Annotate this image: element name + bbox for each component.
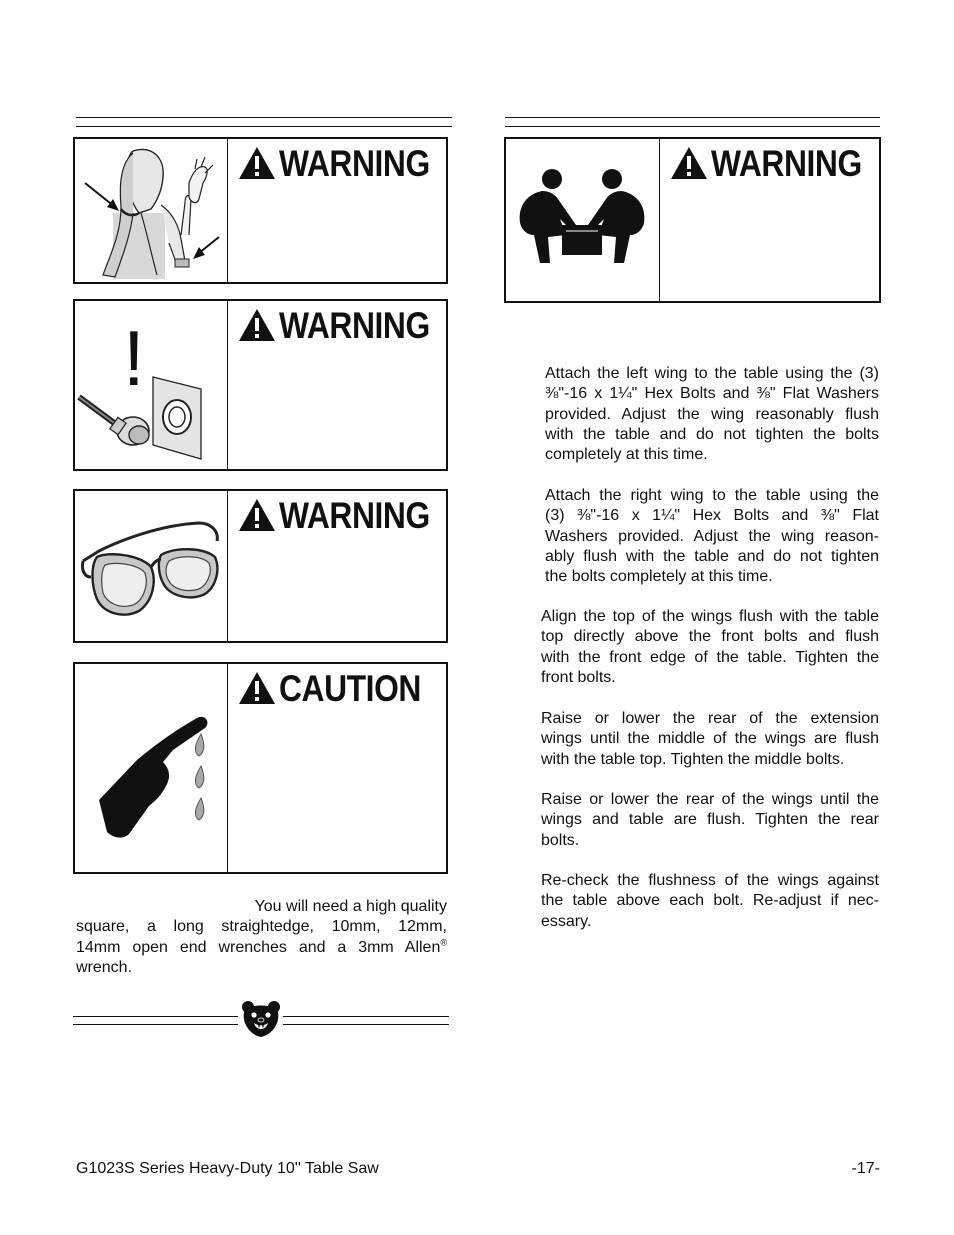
warning-triangle-icon xyxy=(237,497,277,533)
left-top-rule-2 xyxy=(76,126,452,127)
logo-rule-left-1 xyxy=(73,1016,238,1017)
logo-rule-left-2 xyxy=(73,1024,238,1025)
warning-triangle-icon xyxy=(237,307,277,343)
footer-title: G1023S Series Heavy-Duty 10'' Table Saw xyxy=(76,1160,379,1177)
two-person-lift-icon xyxy=(514,165,650,269)
sharp-edge-cut-icon xyxy=(89,710,219,850)
step-paragraph-left-wing: Attach the left wing to the table using the (3) ⅜"-16 x 1¼" Hex Bolts and ⅜" Flat Washers provided. Adjust the wing reasonably flush with the table and do not tighten the bolts completely at this time. xyxy=(545,365,879,464)
step-paragraph-rear-bolts: Raise or lower the rear of the wings until the wings and table are flush. Tighten the rear bolts. xyxy=(541,791,879,849)
warning-box-hair xyxy=(73,137,448,284)
safety-glasses-icon xyxy=(79,521,223,625)
tools-line-3: 14mm open end wrenches and a 3mm Allen® xyxy=(76,937,447,956)
tools-line-1: You will need a high quality xyxy=(254,898,447,915)
step-paragraph-align-front: Align the top of the wings flush with the table top directly above the front bolts and flush with the front edge of the table. Tighten the front bolts. xyxy=(541,608,879,686)
logo-rule-right-2 xyxy=(283,1024,449,1025)
signal-word-text: CAUTION xyxy=(279,667,421,709)
signal-word-warning-1 xyxy=(237,141,454,185)
warning-box-power xyxy=(73,299,448,471)
signal-word-text: WARNING xyxy=(279,304,430,346)
signal-word-text: WARNING xyxy=(711,142,862,184)
step-paragraph-recheck: Re-check the flushness of the wings against the table above each bolt. Re-adjust if nec- essary. xyxy=(541,872,879,930)
hair-and-sleeves-hazard-icon xyxy=(81,143,221,281)
caution-box-cut xyxy=(73,662,448,874)
signal-word-text: WARNING xyxy=(279,494,430,536)
tools-needed-paragraph xyxy=(76,897,447,978)
warning-triangle-icon xyxy=(237,145,277,181)
page-number: -17- xyxy=(851,1160,880,1177)
step-paragraph-right-wing: Attach the right wing to the table using the (3) ⅜"-16 x 1¼" Hex Bolts and ⅜" Flat Washers provided. Adjust the wing reason- ably flush with the table and do not tighten the bolts completely at this time. xyxy=(545,487,879,586)
signal-word-warning-2 xyxy=(237,303,454,347)
logo-rule-right-1 xyxy=(283,1016,449,1017)
signal-word-caution xyxy=(237,666,444,710)
tools-line-2: square, a long straightedge, 10mm, 12mm, xyxy=(76,918,447,936)
bear-head-logo xyxy=(240,999,282,1039)
signal-word-warning-3 xyxy=(237,493,454,537)
right-top-rule-2 xyxy=(505,126,880,127)
warning-box-heavy-lift xyxy=(504,137,881,303)
svg-text:!: ! xyxy=(123,314,145,402)
warning-triangle-icon xyxy=(669,145,709,181)
step-paragraph-middle-bolts: Raise or lower the rear of the extension wings until the middle of the wings are flush with the table top. Tighten the middle bolts. xyxy=(541,710,879,768)
warning-box-eyewear xyxy=(73,489,448,643)
right-top-rule-1 xyxy=(505,117,880,118)
left-top-rule-1 xyxy=(76,117,452,118)
tools-line-4: wrench. xyxy=(76,958,133,976)
warning-triangle-icon xyxy=(237,670,277,706)
signal-word-text: WARNING xyxy=(279,142,430,184)
signal-word-warning-lift xyxy=(669,141,886,185)
power-plug-outlet-icon xyxy=(77,311,223,466)
